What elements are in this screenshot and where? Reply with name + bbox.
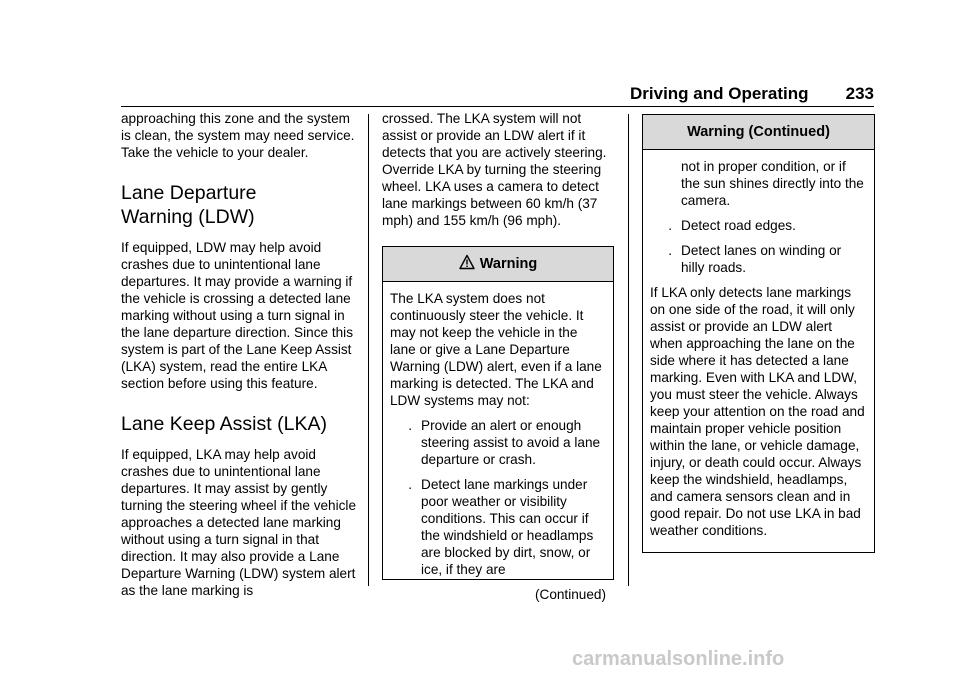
header-rule	[121, 106, 874, 107]
bullet-marker: .	[408, 418, 412, 433]
warning-bullet	[390, 417, 606, 468]
warning-continued-text: If LKA only detects lane markings on one side of the road, it will only assist or provide an LDW alert when approaching the lane on the side where it has detected a lane marking. Even with LKA and LDW, you must steer the vehicle. Always keep your attention on the road and maintain proper vehicle position within the lane, or vehicle damage, injury, or death could occur. Always keep the windshield, headlamps, and camera sensors clean and in good repair. Do not use LKA in bad weather conditions.	[650, 285, 865, 538]
column-1	[121, 110, 361, 599]
ldw-heading-line1: Lane Departure	[121, 182, 257, 204]
bullet-text: Detect lanes on winding or hilly roads.	[681, 243, 842, 275]
column-divider-1	[368, 114, 369, 586]
bullet-marker: .	[668, 218, 672, 233]
warning-title: Warning	[479, 256, 538, 272]
warning-body	[383, 282, 613, 603]
warning-text: The LKA system does not continuously steer the vehicle. It may not keep the vehicle in the lane or give a Lane Departure Warning (LDW) alert, even if a lane marking is detected. The LKA and LDW systems may not:	[390, 291, 602, 408]
warning-continued-fragment: not in proper condition, or if the sun shines directly into the camera.	[681, 159, 864, 208]
ldw-heading	[121, 181, 361, 229]
ldw-heading-line2: Warning (LDW)	[121, 206, 255, 228]
page-header	[630, 84, 874, 104]
watermark: carmanualsonline.info	[572, 648, 785, 670]
intro-paragraph: approaching this zone and the system is clean, the system may need service. Take the vehicle to your dealer.	[121, 111, 355, 160]
bullet-text: Detect road edges.	[681, 218, 796, 233]
bullet-text: Detect lane markings under poor weather or visibility conditions. This can occur if the windshield or headlamps are blocked by dirt, snow, or ice, if they are	[421, 477, 594, 577]
warning-triangle-icon	[459, 254, 475, 270]
bullet-marker: .	[668, 243, 672, 258]
continued-label: (Continued)	[534, 587, 606, 602]
warning-header	[383, 247, 613, 282]
warning-continued-title: Warning (Continued)	[687, 124, 830, 140]
ldw-paragraph: If equipped, LDW may help avoid crashes due to unintentional lane departures. It may provide a warning if the vehicle is crossing a detected lane marking without using a turn signal in the lane departure direction. Since this system is part of the Lane Keep Assist (LKA) system, read the entire LKA section before using this feature.	[121, 240, 353, 391]
lka-continued-paragraph: crossed. The LKA system will not assist or provide an LDW alert if it detects that you are actively steering. Override LKA by turning the steering wheel. LKA uses a camera to detect lane markings between 60 km/h (37 mph) and 155 km/h (96 mph).	[382, 111, 607, 228]
section-title: Driving and Operating	[630, 84, 809, 103]
lka-heading: Lane Keep Assist (LKA)	[121, 413, 327, 435]
bullet-text: Provide an alert or enough steering assist to avoid a lane departure or crash.	[421, 418, 601, 467]
bullet-marker: .	[408, 477, 412, 492]
warning-continued-body	[643, 150, 874, 539]
column-2	[382, 110, 614, 229]
lka-paragraph: If equipped, LKA may help avoid crashes due to unintentional lane departures. It may assist by gently turning the steering wheel if the vehicle approaches a detected lane marking without using a turn signal in that direction. It may also provide a Lane Departure Warning (LDW) system alert as the lane marking is	[121, 447, 357, 598]
warning-bullet	[390, 476, 606, 578]
page-number: 233	[845, 84, 874, 103]
column-divider-2	[628, 114, 629, 586]
warning-continued-header	[643, 115, 874, 150]
warning-bullet	[650, 242, 867, 276]
warning-box	[382, 246, 614, 602]
warning-bullet	[650, 217, 867, 234]
warning-continued-box	[642, 114, 875, 553]
